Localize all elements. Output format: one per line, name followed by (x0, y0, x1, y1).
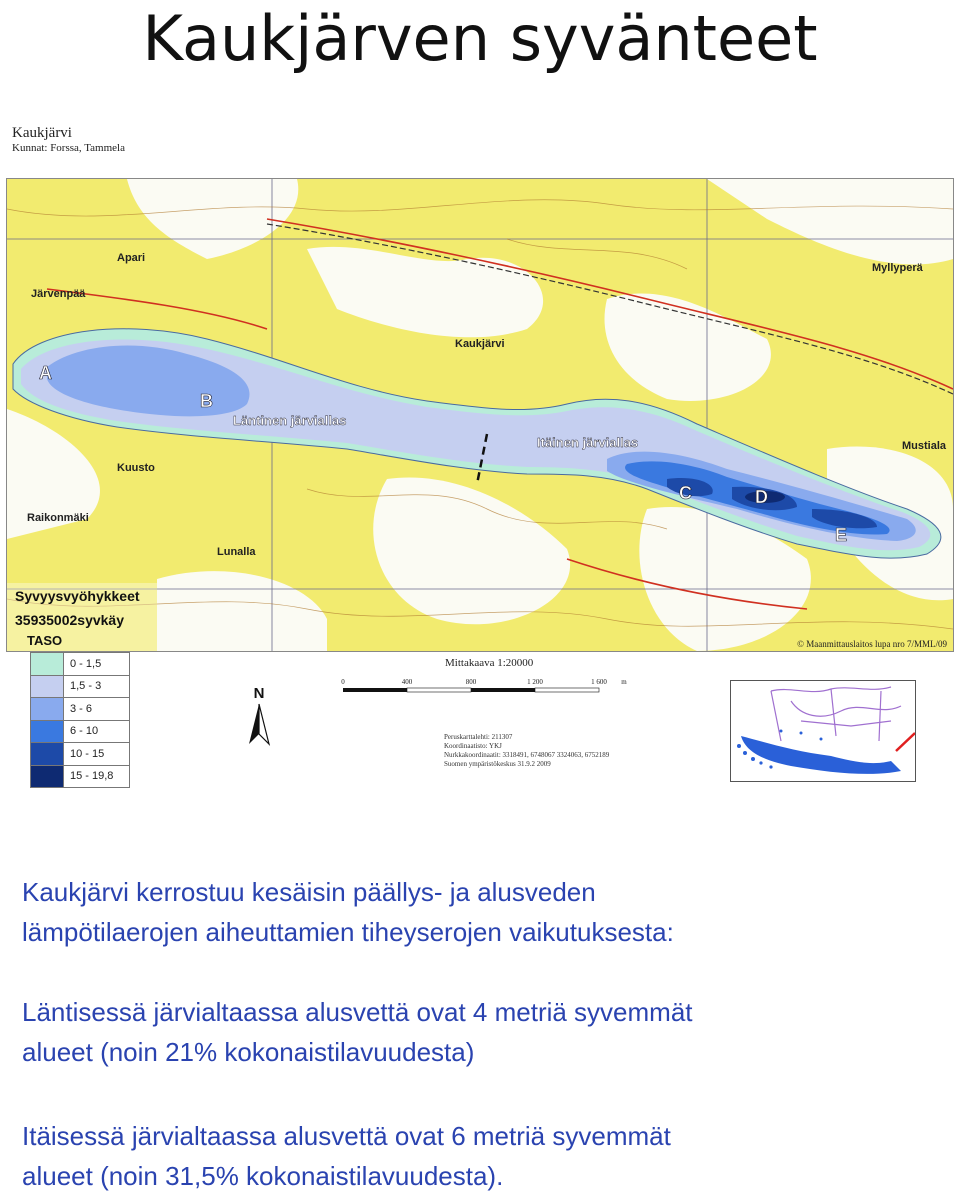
scale-tick: 1 600 (591, 678, 607, 686)
legend-swatch (31, 698, 64, 720)
meta-line: Suomen ympäristökeskus 31.9.2 2009 (444, 760, 551, 768)
legend-label: 0 - 1,5 (70, 657, 102, 670)
meta-line: Koordinaatisto: YKJ (444, 742, 502, 750)
basin-label-east: Itäinen järviallas (537, 435, 639, 450)
legend-swatch (31, 653, 64, 675)
point-label-c: C (679, 483, 692, 503)
scale-tick: 400 (401, 678, 413, 686)
legend-label: 10 - 15 (70, 747, 105, 760)
depth-heading: Syvyysvyöhykkeet (15, 588, 140, 604)
map-metadata (444, 733, 609, 769)
page-title: Kaukjärven syvänteet (142, 2, 818, 75)
place-label: Kuusto (117, 462, 155, 474)
place-label: Raikonmäki (27, 512, 89, 524)
place-label: Järvenpää (31, 288, 86, 300)
intro-line-1: Kaukjärvi kerrostuu kesäisin päällys- ja alusveden (22, 877, 596, 907)
north-arrow (244, 684, 274, 748)
legend-label: 3 - 6 (70, 702, 93, 715)
inset-map-graphic (731, 681, 915, 781)
north-label: N (253, 685, 265, 702)
map-copyright: © Maanmittauslaitos lupa nro 7/MML/09 (797, 639, 947, 649)
depth-heading-code: 35935002syvkäy (15, 612, 125, 628)
legend-row (30, 766, 130, 789)
lake-map (6, 178, 954, 652)
meta-line: Nurkkakoordinaatit: 3318491, 6748067 3324063, 6752189 (444, 751, 610, 759)
map-header (12, 125, 125, 154)
scale-graphic (340, 655, 640, 695)
point-label-a: A (39, 363, 52, 383)
north-arrow-icon (244, 684, 274, 748)
location-inset-map (730, 680, 916, 782)
point-label-e: E (835, 525, 848, 545)
legend-label: 1,5 - 3 (70, 680, 102, 693)
legend-swatch (31, 721, 64, 743)
meta-line: Peruskarttalehti: 211307 (444, 733, 513, 741)
depth-legend (30, 652, 130, 788)
legend-row (30, 721, 130, 744)
point-label-d: D (755, 487, 768, 507)
basin-label-west: Läntinen järviallas (233, 413, 347, 428)
legend-swatch (31, 743, 64, 765)
legend-row (30, 676, 130, 699)
legend-swatch (31, 676, 64, 698)
east-basin-line-1: Itäisessä järvialtaassa alusvettä ovat 6 metriä syvemmät (22, 1121, 671, 1151)
legend-row (30, 698, 130, 721)
west-basin-line-2: alueet (noin 21% kokonaistilavuudesta) (22, 1037, 475, 1067)
legend-row (30, 743, 130, 766)
map-canvas (7, 179, 953, 651)
east-basin-line-2: alueet (noin 31,5% kokonaistilavuudesta). (22, 1161, 504, 1191)
legend-label: 6 - 10 (70, 725, 99, 738)
place-label: Myllyperä (872, 262, 923, 274)
place-label: Lunalla (217, 546, 256, 558)
legend-label: 15 - 19,8 (70, 770, 114, 783)
west-basin-line-1: Läntisessä järvialtaassa alusvettä ovat 4 metriä syvemmät (22, 997, 693, 1027)
municipalities: Kunnat: Forssa, Tammela (12, 142, 125, 154)
legend-row (30, 652, 130, 676)
depth-heading-taso: TASO (27, 633, 63, 648)
scale-title: Mittakaava 1:20000 (445, 657, 534, 669)
place-label: Mustiala (902, 440, 947, 452)
place-label: Apari (117, 252, 146, 264)
scale-tick: 0 (341, 678, 345, 686)
scale-tick: 800 (465, 678, 477, 686)
scale-unit: m (621, 678, 627, 686)
place-label: Kaukjärvi (455, 338, 505, 350)
lake-name: Kaukjärvi (12, 125, 72, 141)
intro-line-2: lämpötilaerojen aiheuttamien tiheyserojen vaikutuksesta: (22, 917, 674, 947)
scale-bar (340, 655, 640, 695)
point-label-b: B (200, 391, 213, 411)
legend-swatch (31, 766, 64, 788)
scale-tick: 1 200 (527, 678, 543, 686)
